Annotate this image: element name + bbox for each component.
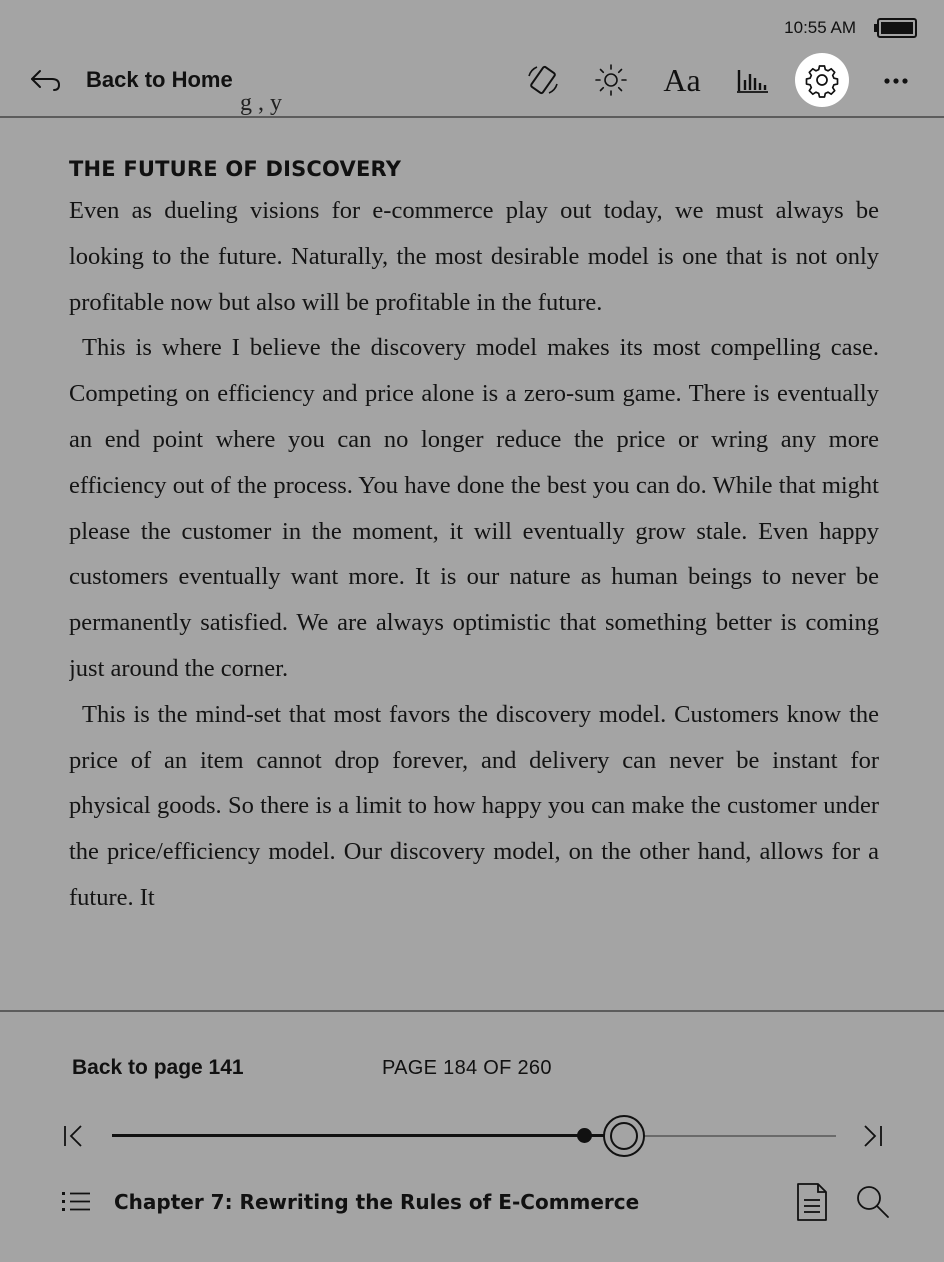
reader-footer xyxy=(0,1012,944,1262)
page-slider[interactable] xyxy=(112,1112,836,1160)
section-title: THE FUTURE OF DISCOVERY xyxy=(69,157,402,181)
page-indicator: PAGE 184 OF 260 xyxy=(382,1057,552,1079)
previous-position-marker xyxy=(577,1128,592,1143)
font-settings-icon: Aa xyxy=(663,61,701,98)
slider-thumb[interactable] xyxy=(603,1115,645,1157)
first-page-icon[interactable] xyxy=(60,1120,88,1152)
screen-rotation-icon xyxy=(525,62,561,98)
back-arrow-icon xyxy=(28,66,64,94)
toolbar-divider xyxy=(0,116,944,118)
brightness-icon xyxy=(593,62,629,98)
more-menu-icon xyxy=(878,62,914,98)
battery-full-icon xyxy=(874,18,918,38)
clock: 10:55 AM xyxy=(784,18,856,37)
reading-stats-icon xyxy=(734,62,770,98)
table-of-contents-icon[interactable] xyxy=(60,1187,92,1217)
partially-hidden-text-line: g , y xyxy=(240,98,282,116)
more-menu-button[interactable] xyxy=(869,53,923,107)
last-page-icon[interactable] xyxy=(858,1120,886,1152)
chapter-title[interactable]: Chapter 7: Rewriting the Rules of E-Commerce xyxy=(114,1190,640,1214)
notes-icon[interactable] xyxy=(792,1180,832,1224)
paragraph: Even as dueling visions for e-commerce play out today, we must always be looking to the future. Naturally, the most desirable model is one that is not only profitable now but also will be profitable in the future. xyxy=(69,197,879,316)
back-to-page-button[interactable]: Back to page 141 xyxy=(72,1056,244,1079)
settings-gear-icon xyxy=(804,62,840,98)
paragraph: This is the mind-set that most favors the discovery model. Customers know the price of an item cannot drop forever, and delivery can never be instant for physical goods. So there is a limit to how happy you can make the customer under the price/efficiency model. Our discovery model, on the other hand, allows for a future. It xyxy=(69,700,879,911)
reading-stats-button[interactable] xyxy=(725,53,779,107)
back-to-home-label: Back to Home xyxy=(86,67,233,92)
paragraph: This is where I believe the discovery model makes its most compelling case. Competing on efficiency and price alone is a zero-sum game. There is eventually an end point where you can no longer reduce the price or wring any more efficiency out of the process. You have done the best you can do. While that might please the customer in the moment, it will eventually grow stale. Even happy customers eventually want more. It is our nature as human beings to never be permanently satisfied. We are always optimistic that something better is coming just around the corner. xyxy=(69,334,879,682)
back-to-home-button[interactable] xyxy=(28,58,233,102)
book-page-content xyxy=(69,150,879,1010)
slider-progress xyxy=(112,1134,624,1137)
settings-button[interactable] xyxy=(795,53,849,107)
status-bar xyxy=(0,0,944,52)
search-icon[interactable] xyxy=(852,1182,892,1222)
